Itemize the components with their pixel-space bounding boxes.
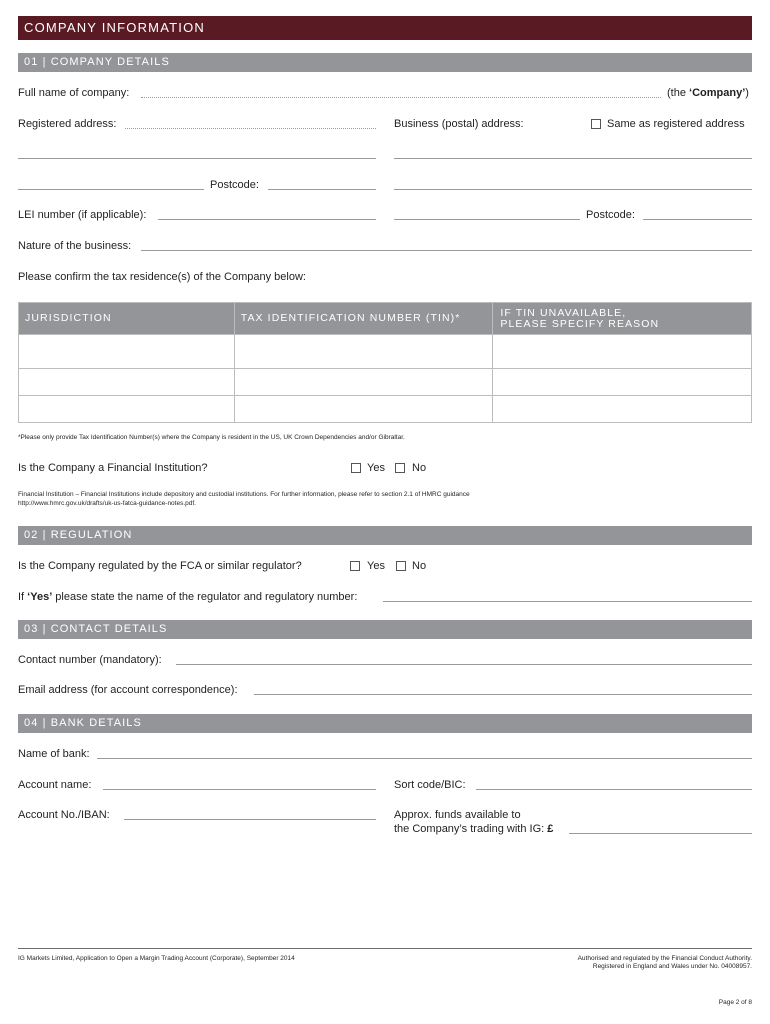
tin-footnote: *Please only provide Tax Identification Number(s) where the Company is resident in the US, UK Crown Dependencies and/or Gibraltar. xyxy=(18,434,405,441)
bank-name-label: Name of bank: xyxy=(18,748,90,760)
bank-name-field[interactable] xyxy=(97,758,752,759)
business-address-field-1[interactable] xyxy=(394,158,752,159)
regulator-details-label: If ‘Yes’ please state the name of the regulator and regulatory number: xyxy=(18,591,358,603)
registered-postcode-field[interactable] xyxy=(268,189,376,190)
page-number: Page 2 of 8 xyxy=(718,999,752,1006)
reg-no-label: No xyxy=(412,560,427,572)
table-cell-reason-1[interactable] xyxy=(493,335,752,369)
business-address-label: Business (postal) address: xyxy=(394,118,524,130)
table-cell-reason-2[interactable] xyxy=(493,369,752,396)
table-cell-reason-3[interactable] xyxy=(493,396,752,423)
email-field[interactable] xyxy=(254,694,752,695)
table-cell-jurisdiction-2[interactable] xyxy=(19,369,235,396)
page-title: COMPANY INFORMATION xyxy=(18,16,752,40)
table-cell-tin-2[interactable] xyxy=(234,369,493,396)
funds-label-line2: the Company’s trading with IG: £ xyxy=(394,823,554,835)
section-regulation: 02 | REGULATION xyxy=(18,526,752,545)
table-cell-tin-3[interactable] xyxy=(234,396,493,423)
section-contact-details: 03 | CONTACT DETAILS xyxy=(18,620,752,639)
tin-table xyxy=(18,302,752,423)
registered-address-field-3[interactable] xyxy=(18,189,204,190)
contact-number-field[interactable] xyxy=(176,664,752,665)
full-name-field[interactable] xyxy=(141,97,661,98)
footer-left: IG Markets Limited, Application to Open a Margin Trading Account (Corporate), September 2014 xyxy=(18,955,295,962)
nature-field[interactable] xyxy=(141,250,752,251)
fi-note-line1: Financial Institution – Financial Institutions include depository and custodial institutions. For further information, please refer to section 2.1 of HMRC guidance xyxy=(18,491,470,498)
regulator-details-field[interactable] xyxy=(383,601,752,602)
footer-divider xyxy=(18,948,752,949)
sort-code-label: Sort code/BIC: xyxy=(394,779,466,791)
footer-right-line2: Registered in England and Wales under No. 04008957. xyxy=(592,963,752,970)
nature-label: Nature of the business: xyxy=(18,240,132,252)
email-label: Email address (for account correspondence): xyxy=(18,684,238,696)
company-alias: (the ‘Company’) xyxy=(667,87,749,99)
sort-code-field[interactable] xyxy=(476,789,752,790)
registered-address-field-1[interactable] xyxy=(125,128,376,129)
same-as-registered-label: Same as registered address xyxy=(607,118,745,130)
section-company-details: 01 | COMPANY DETAILS xyxy=(18,53,752,72)
tax-confirm-label: Please confirm the tax residence(s) of the Company below: xyxy=(18,271,306,283)
fi-note-line2: http://www.hmrc.gov.uk/drafts/uk-us-fatca-guidance-notes.pdf. xyxy=(18,500,196,507)
postcode-label: Postcode: xyxy=(210,179,259,191)
regulated-question: Is the Company regulated by the FCA or similar regulator? xyxy=(18,560,302,572)
account-no-label: Account No./IBAN: xyxy=(18,809,110,821)
table-cell-jurisdiction-3[interactable] xyxy=(19,396,235,423)
lei-label: LEI number (if applicable): xyxy=(18,209,147,221)
section-bank-details: 04 | BANK DETAILS xyxy=(18,714,752,733)
fi-no-checkbox[interactable] xyxy=(395,463,405,473)
footer-right-line1: Authorised and regulated by the Financial Conduct Authority. xyxy=(577,955,752,962)
funds-field[interactable] xyxy=(569,833,752,834)
tin-header: TAX IDENTIFICATION NUMBER (TIN)* xyxy=(234,303,493,335)
reg-no-checkbox[interactable] xyxy=(396,561,406,571)
contact-number-label: Contact number (mandatory): xyxy=(18,654,162,666)
table-cell-jurisdiction-1[interactable] xyxy=(19,335,235,369)
jurisdiction-header: JURISDICTION xyxy=(19,303,235,335)
account-name-label: Account name: xyxy=(18,779,92,791)
fi-yes-checkbox[interactable] xyxy=(351,463,361,473)
fi-no-label: No xyxy=(412,462,427,474)
business-postcode-field[interactable] xyxy=(643,219,752,220)
funds-label-line1: Approx. funds available to xyxy=(394,809,521,821)
lei-field[interactable] xyxy=(158,219,376,220)
business-address-field-3[interactable] xyxy=(394,219,580,220)
account-no-field[interactable] xyxy=(124,819,376,820)
registered-address-label: Registered address: xyxy=(18,118,117,130)
reg-yes-label: Yes xyxy=(367,560,385,572)
same-as-registered-checkbox[interactable] xyxy=(591,119,601,129)
business-address-field-2[interactable] xyxy=(394,189,752,190)
fi-yes-label: Yes xyxy=(367,462,385,474)
financial-institution-question: Is the Company a Financial Institution? xyxy=(18,462,208,474)
registered-address-field-2[interactable] xyxy=(18,158,376,159)
full-name-label: Full name of company: xyxy=(18,87,130,99)
account-name-field[interactable] xyxy=(103,789,376,790)
reg-yes-checkbox[interactable] xyxy=(350,561,360,571)
reason-header: IF TIN UNAVAILABLE, PLEASE SPECIFY REASON xyxy=(493,303,752,335)
table-cell-tin-1[interactable] xyxy=(234,335,493,369)
business-postcode-label: Postcode: xyxy=(586,209,635,221)
